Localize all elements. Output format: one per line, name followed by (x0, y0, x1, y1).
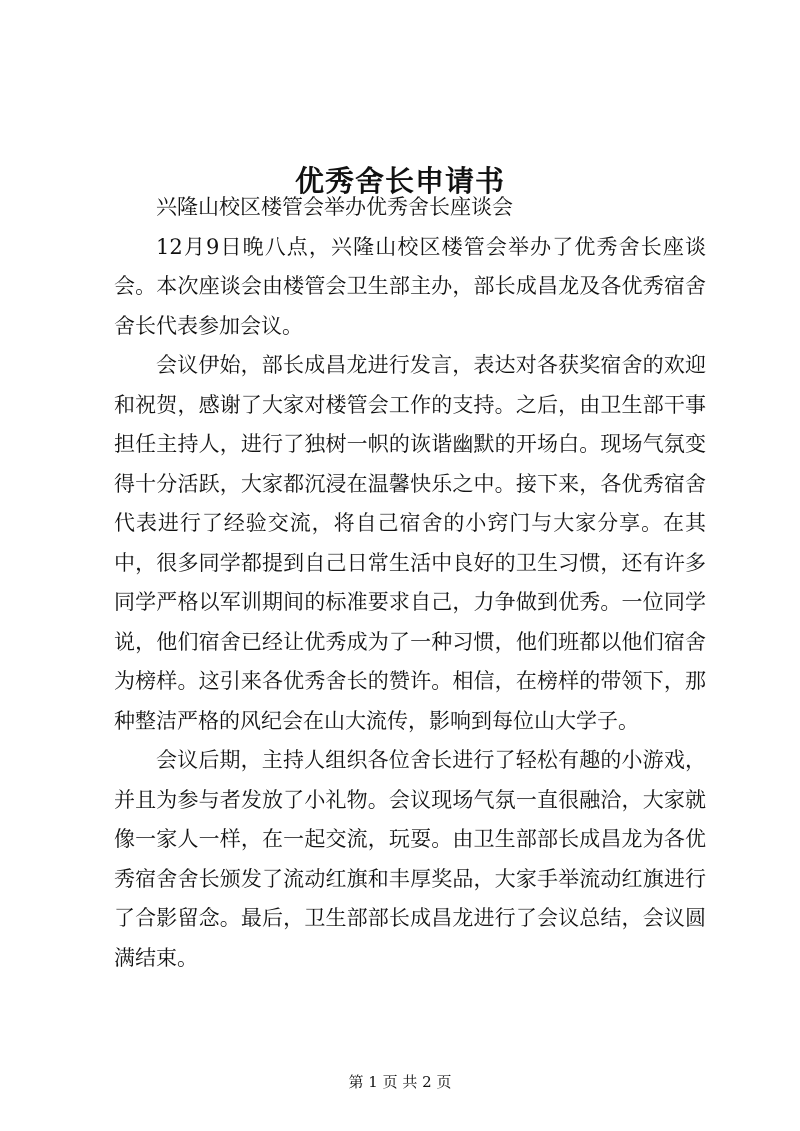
paragraph-subtitle: 兴隆山校区楼管会举办优秀舍长座谈会 (156, 195, 513, 219)
paragraph-meeting-end: 会议后期，主持人组织各位舍长进行了轻松有趣的小游戏，并且为参与者发放了小礼物。会议现场气氛一直很融洽，大家就像一家人一样，在一起交流，玩耍。由卫生部部长成昌龙为各优秀宿舍舍长颁发了流动红旗和丰厚奖品，大家手举流动红旗进行了合影留念。最后，卫生部部长成昌龙进行了会议总结，会议圆满结束。 (114, 748, 706, 970)
document-title: 优秀舍长申请书 (294, 164, 505, 199)
document-body (114, 188, 706, 978)
paragraph-meeting-start: 会议伊始，部长成昌龙进行发言，表达对各获奖宿舍的欢迎和祝贺，感谢了大家对楼管会工作的支持。之后，由卫生部干事担任主持人，进行了独树一帜的诙谐幽默的开场白。现场气氛变得十分活跃，大家都沉浸在温馨快乐之中。接下来，各优秀宿舍代表进行了经验交流，将自己宿舍的小窍门与大家分享。在其中，很多同学都提到自己日常生活中良好的卫生习惯，还有许多同学严格以军训期间的标准要求自己，力争做到优秀。一位同学说，他们宿舍已经让优秀成为了一种习惯，他们班都以他们宿舍为榜样。这引来各优秀舍长的赞许。相信，在榜样的带领下，那种整洁严格的风纪会在山大流传，影响到每位山大学子。 (114, 353, 706, 733)
paragraph-intro: 12月9日晚八点，兴隆山校区楼管会举办了优秀舍长座谈会。本次座谈会由楼管会卫生部主办，部长成昌龙及各优秀宿舍舍长代表参加会议。 (114, 234, 706, 338)
page-number-indicator: 第 1 页 共 2 页 (348, 1073, 452, 1091)
